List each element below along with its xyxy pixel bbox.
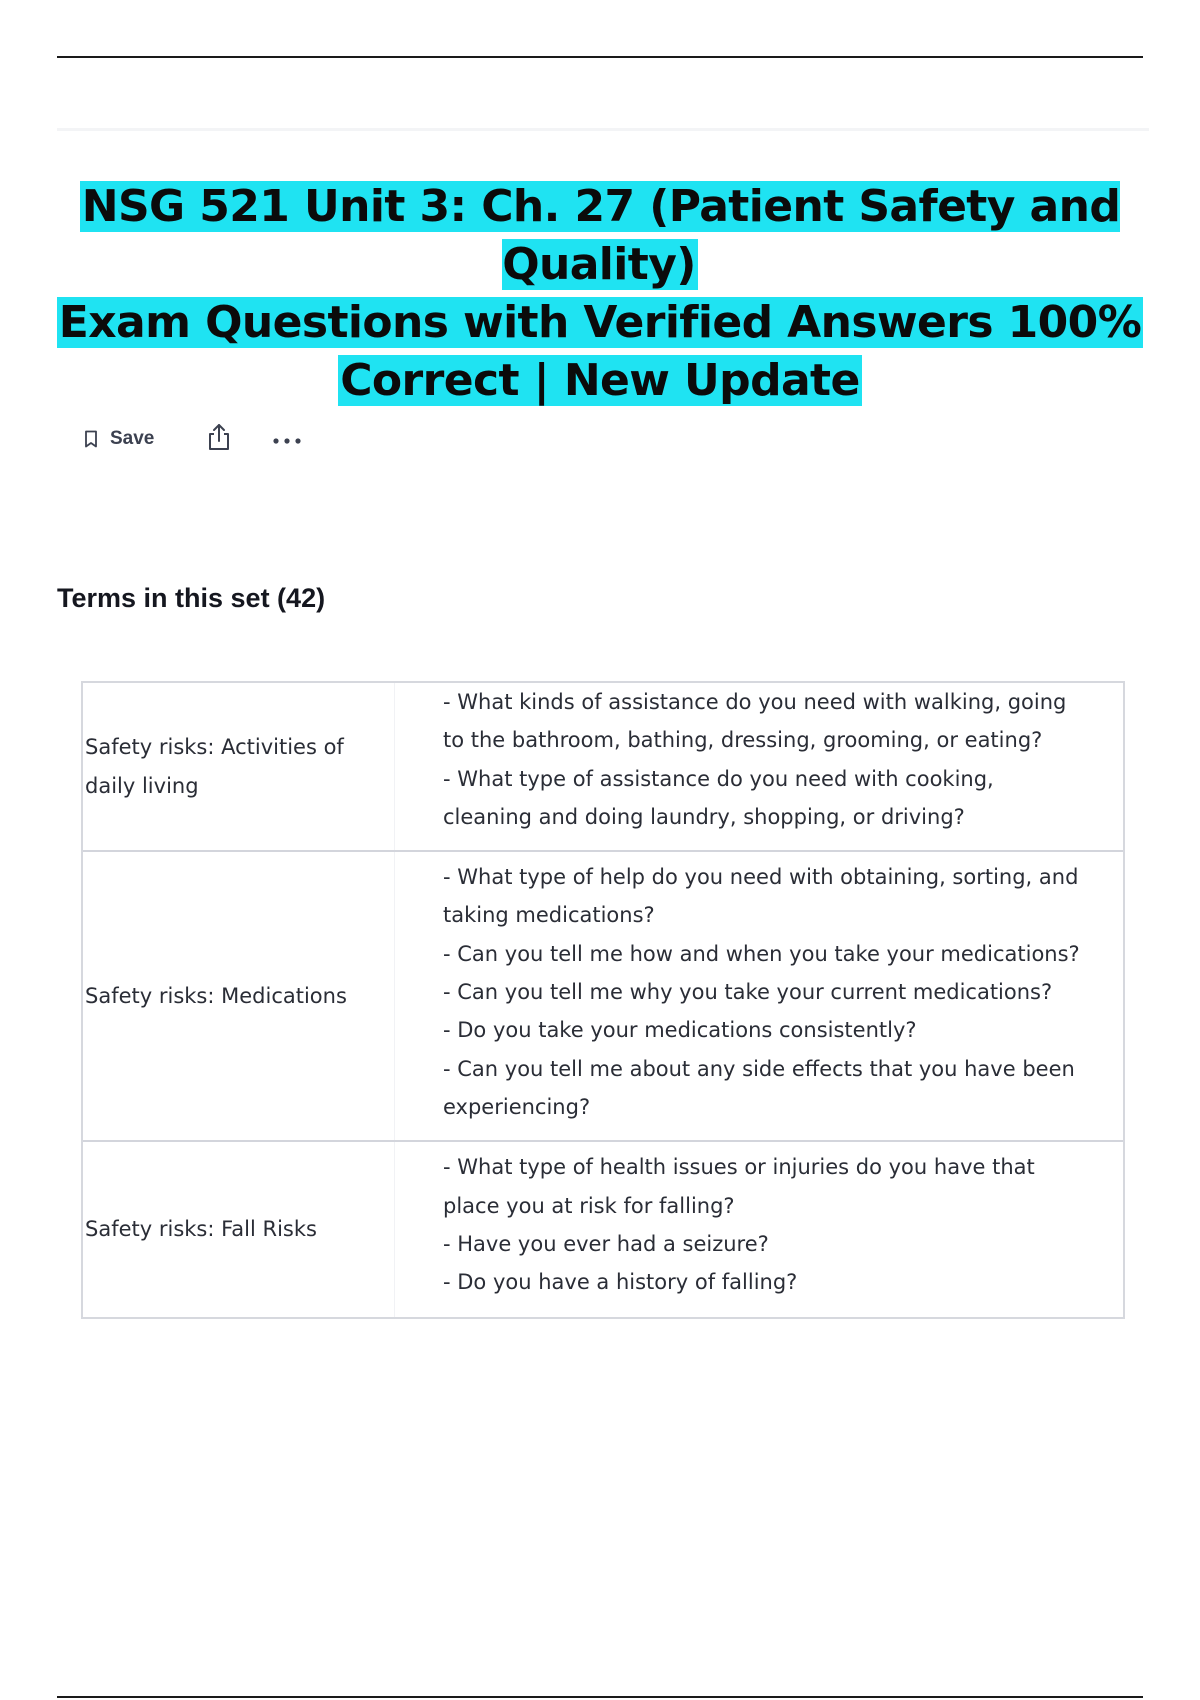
share-icon bbox=[206, 423, 232, 455]
save-label: Save bbox=[110, 428, 155, 449]
title-line-2: Exam Questions with Verified Answers 100% bbox=[58, 297, 1142, 348]
definition-text: - What kinds of assistance do you need with walking, going to the bathroom, bathing, dressing, grooming, or eating? - What type of assistance do you need with cooking, cleaning and doing laundry, shopping, or driving? bbox=[443, 690, 1067, 829]
share-button[interactable] bbox=[206, 423, 232, 455]
definition-text: - What type of help do you need with obtaining, sorting, and taking medications? - Can you tell me how and when you take your medications? - Can you tell me why you take your current medications? - Do you take your medications consistently? - Can you tell me about any side effects that you have been experiencing? bbox=[443, 865, 1080, 1119]
more-dots-icon bbox=[272, 430, 302, 449]
term-row[interactable] bbox=[83, 850, 1123, 1140]
document-title bbox=[40, 178, 1160, 410]
term-row[interactable] bbox=[83, 683, 1123, 850]
more-options-button[interactable] bbox=[272, 430, 302, 449]
term-text: Safety risks: Medications bbox=[83, 852, 395, 1140]
terms-count-heading: Terms in this set (42) bbox=[57, 583, 326, 613]
title-line-1: NSG 521 Unit 3: Ch. 27 (Patient Safety and Quality) bbox=[81, 181, 1121, 290]
bookmark-icon bbox=[84, 430, 98, 448]
header-separator bbox=[57, 128, 1149, 131]
bottom-divider bbox=[57, 1696, 1143, 1698]
term-text: Safety risks: Fall Risks bbox=[83, 1142, 395, 1317]
set-toolbar bbox=[84, 424, 302, 454]
terms-table bbox=[81, 681, 1125, 1319]
top-divider bbox=[57, 56, 1143, 58]
term-row[interactable] bbox=[83, 1140, 1123, 1317]
save-button[interactable] bbox=[84, 428, 154, 450]
title-line-3: Correct | New Update bbox=[340, 355, 860, 406]
term-text: Safety risks: Activities of daily living bbox=[83, 683, 395, 850]
definition-text: - What type of health issues or injuries do you have that place you at risk for falling? - Have you ever had a seizure? - Do you have a history of falling? bbox=[443, 1155, 1035, 1295]
